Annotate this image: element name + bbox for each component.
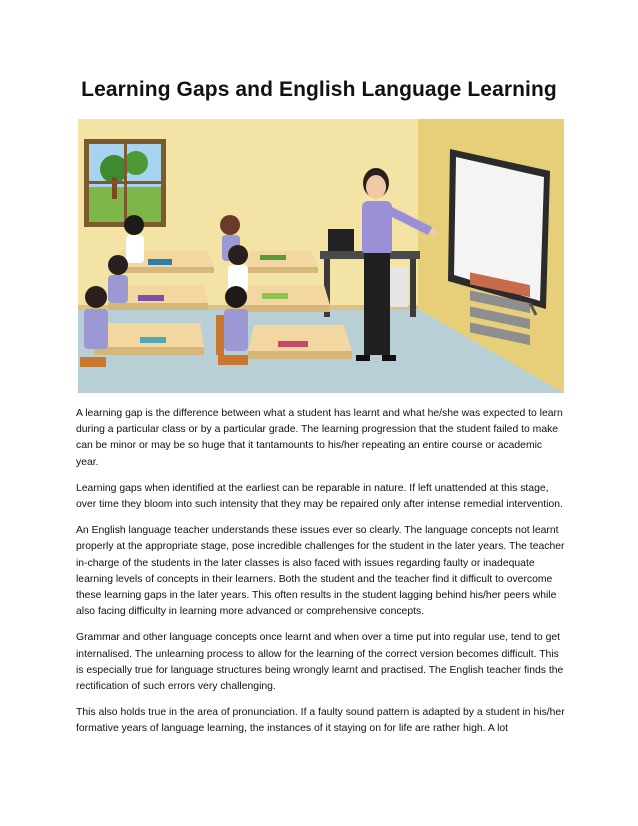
page-title: Learning Gaps and English Language Learning	[81, 78, 557, 101]
paragraph: Grammar and other language concepts once learnt and when over a time put into regular use, tend to get internalised. The unlearning process to allow for the learning of the correct version becomes difficult. This is especially true for language structures being wrongly learnt and practised. The English teacher finds the rectification of such errors very challenging.	[76, 632, 564, 693]
paragraph: An English language teacher understands these issues ever so clearly. The language concepts not learnt properly at the appropriate stage, pose incredible challenges for the student in the later years. The teacher in-charge of the students in the later classes is also faced with issues regarding faulty or inadequate learning levels of concepts in their learners. Both the student and the teacher find it difficult to overcome these learning gaps in the later years. This often results in the student lagging behind his/her peers while also facing difficulty in learning more advanced or comprehensive concepts.	[76, 525, 565, 618]
classroom-illustration	[78, 119, 564, 393]
paragraph: This also holds true in the area of pronunciation. If a faulty sound pattern is adapted by a student in his/her formative years of language learning, the instances of it staying on for life are rather high. A lot	[76, 707, 565, 735]
article-body	[76, 406, 566, 748]
paragraph: Learning gaps when identified at the earliest can be reparable in nature. If left unattended at this stage, over time they bloom into such intensity that they may be repaired only after intense remedial intervention.	[76, 482, 563, 511]
window	[84, 139, 166, 227]
paragraph: A learning gap is the difference between what a student has learnt and what he/she was expected to learn during a particular class or by a particular grade. The learning progression that the student failed to make can be minor or may be so huge that it tantamounts to his/her repeating an entire course or academic year.	[76, 408, 563, 468]
